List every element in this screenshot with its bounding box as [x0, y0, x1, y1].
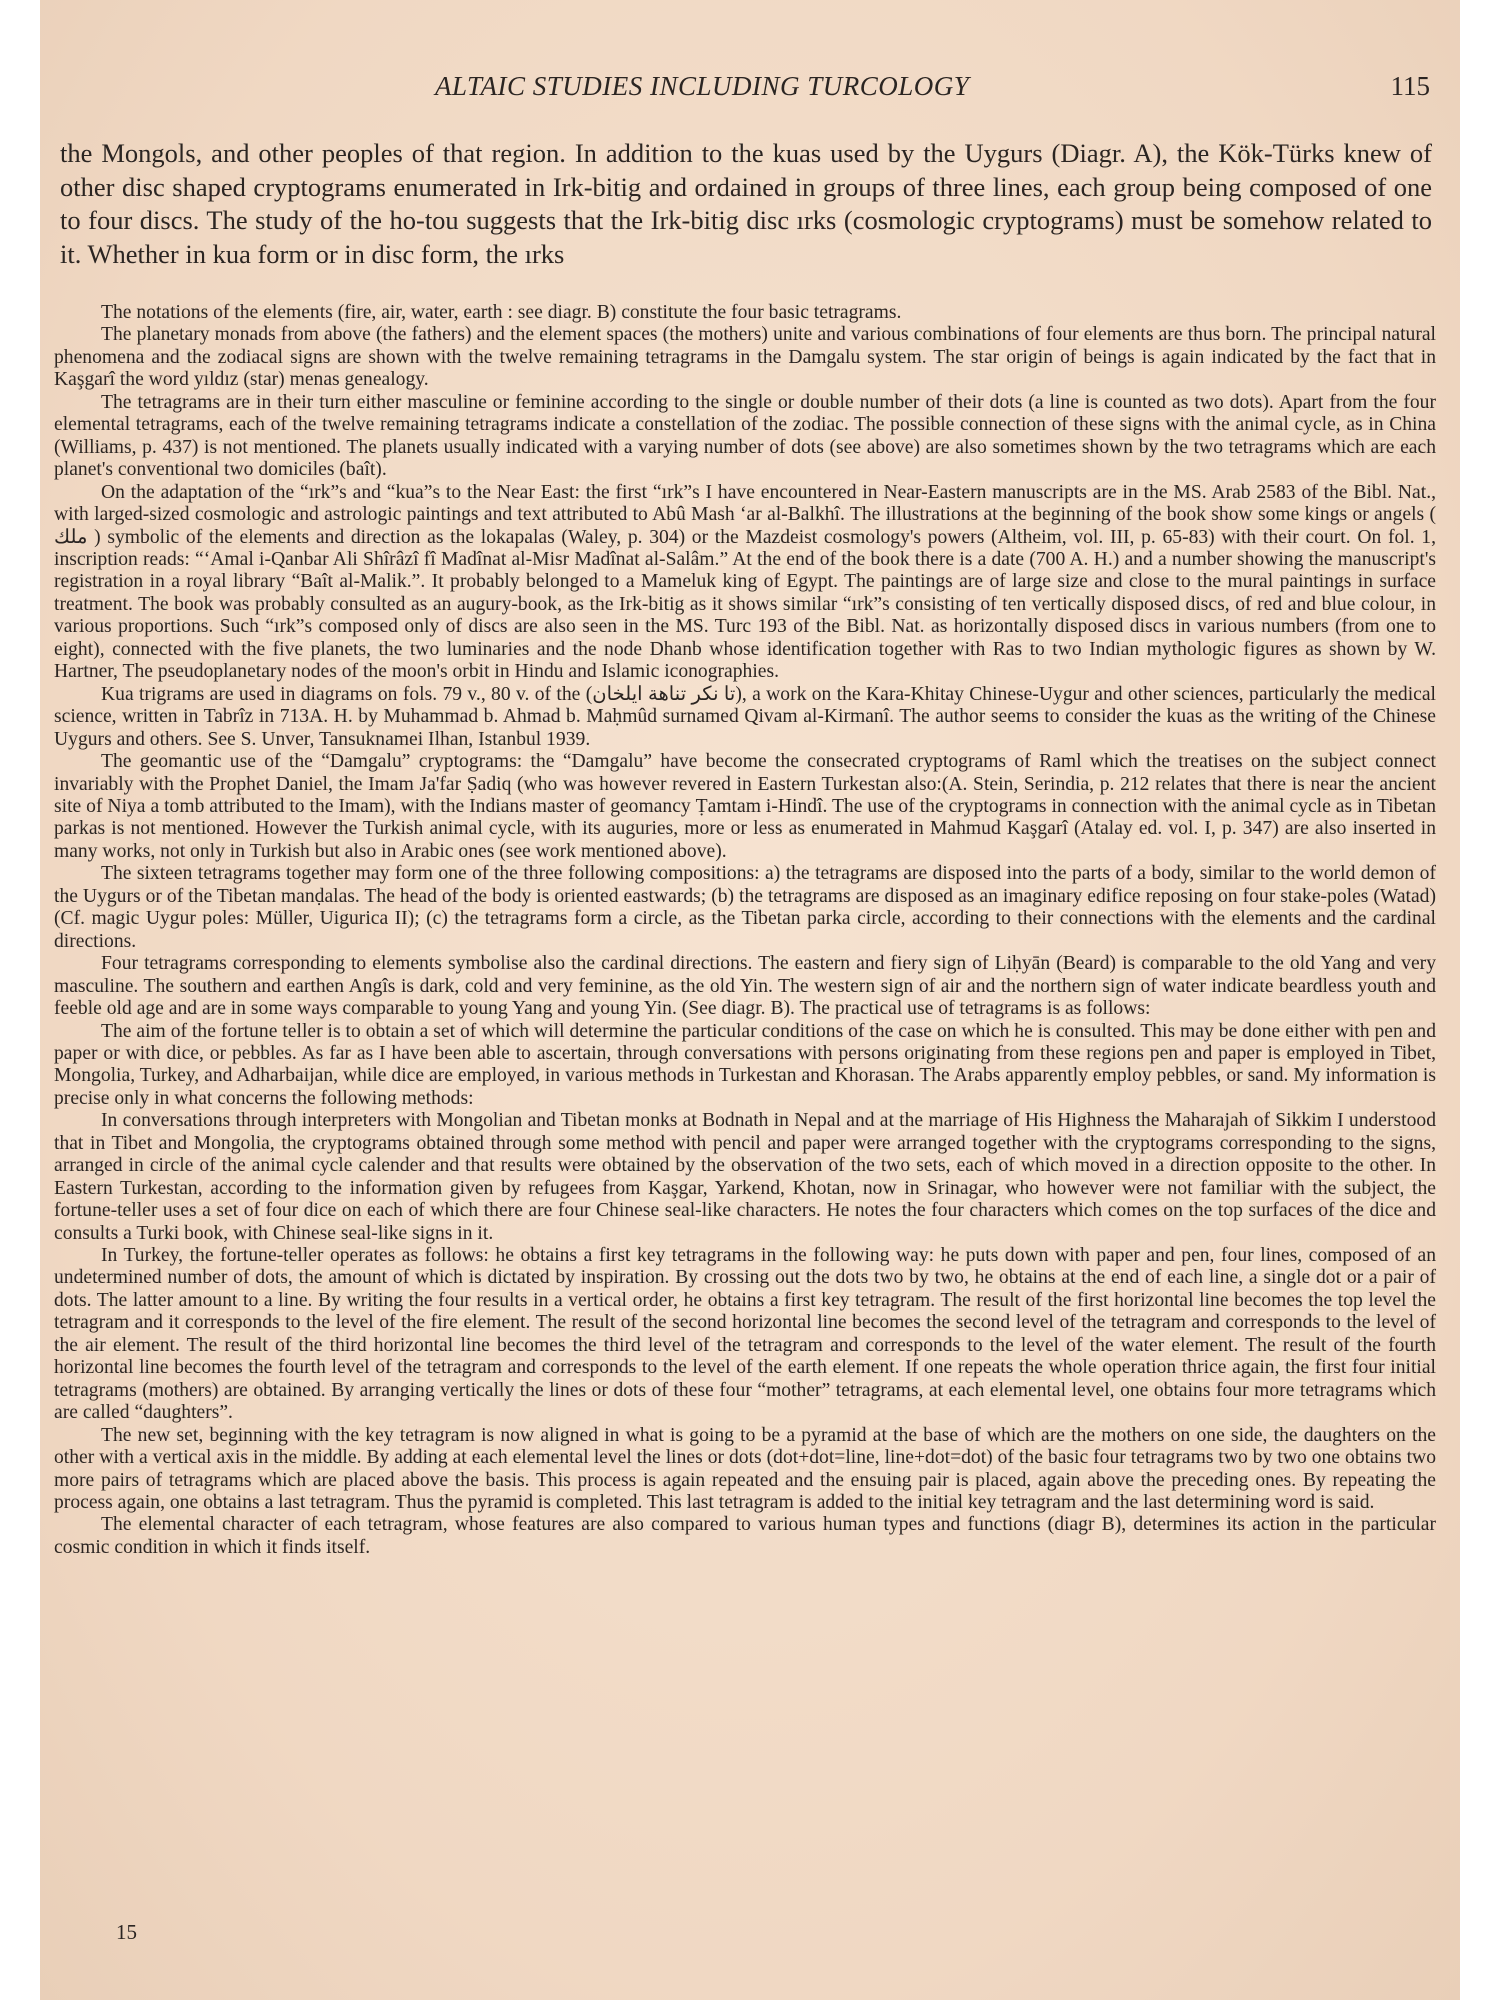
note-paragraph: The geomantic use of the “Damgalu” cryptograms: the “Damgalu” have become the consecrated cryptograms of Raml which the treatises on the subject connect invariably with the Prophet Daniel, the Imam Ja'far Ṣadiq (who was however revered in Eastern Turkestan also:(A. Stein, Serindia, p. 212 relates that there is near the ancient site of Niya a tomb attributed to the Imam), with the Indians master of geomancy Ṭamtam i-Hindî. The use of the cryptograms in connection with the animal cycle as in Tibetan parkas is not mentioned. However the Turkish animal cycle, with its auguries, more or less as enumerated in Mahmud Kaşgarî (Atalay ed. vol. I, p. 347) are also inserted in many works, not only in Turkish but also in Arabic ones (see work mentioned above). — [54, 751, 1436, 862]
note-paragraph: The tetragrams are in their turn either masculine or feminine according to the single or double number of their dots (a line is counted as two dots). Apart from the four elemental tetragrams, each of the twelve remaining tetragrams indicate a constellation of the zodiac. The possible connection of these signs with the animal cycle, as in China (Williams, p. 437) is not mentioned. The planets usually indicated with a varying number of dots (see above) are also sometimes shown by the two tetragrams which are each planet's conventional two domiciles (baît). — [54, 391, 1436, 481]
note-paragraph: Four tetragrams corresponding to elements symbolise also the cardinal directions. The eastern and fiery sign of Liḥyān (Beard) is comparable to the old Yang and very masculine. The southern and earthen Angîs is dark, cold and very feminine, as the old Yin. The western sign of air and the northern sign of water indicate beardless youth and feeble old age and are in some ways comparable to young Yang and young Yin. (See diagr. B). The practical use of tetragrams is as follows: — [54, 953, 1436, 1020]
note-paragraph: The new set, beginning with the key tetragram is now aligned in what is going to be a pyramid at the base of which are the mothers on one side, the daughters on the other with a vertical axis in the middle. By adding at each elemental level the lines or dots (dot+dot=line, line+dot=dot) of the basic four tetragrams two by two one obtains two more pairs of tetragrams which are placed above the basis. This process is again repeated and the ensuing pair is placed, again above the preceding ones. By repeating the process again, one obtains a last tetragram. Thus the pyramid is completed. This last tetragram is added to the initial key tetragram and the last determining word is said. — [54, 1424, 1436, 1514]
note-paragraph: Kua trigrams are used in diagrams on fols. 79 v., 80 v. of the (تا نكر تناهة ايلخان), a work on the Kara-Khitay Chinese-Uygur and other sciences, particularly the medical science, written in Tabrîz in 713A. H. by Muhammad b. Ahmad b. Maḥmûd surnamed Qivam al-Kirmanî. The author seems to consider the kuas as the writing of the Chinese Uygurs and others. See S. Unver, Tansuknamei Ilhan, Istanbul 1939. — [54, 683, 1436, 750]
book-page — [40, 0, 1460, 2000]
note-paragraph: In Turkey, the fortune-teller operates as follows: he obtains a first key tetragrams in the following way: he puts down with paper and pen, four lines, composed of an undetermined number of dots, the amount of which is dictated by inspiration. By crossing out the dots two by two, he obtains at the end of each line, a single dot or a pair of dots. The latter amount to a line. By writing the four results in a vertical order, he obtains a first key tetragram. The result of the first horizontal line becomes the top level the tetragram and it corresponds to the level of the fire element. The result of the second horizontal line becomes the second level of the tetragram and corresponds to the level of the air element. The result of the third horizontal line becomes the third level of the tetragram and corresponds to the level of the water element. The result of the fourth horizontal line becomes the fourth level of the tetragram and corresponds to the level of the earth element. If one repeats the whole operation thrice again, the first four initial tetragrams (mothers) are obtained. By arranging vertically the lines or dots of these four “mother” tetragrams, at each elemental level, one obtains four more tetragrams which are called “daughters”. — [54, 1245, 1436, 1424]
note-paragraph: On the adaptation of the “ırk”s and “kua”s to the Near East: the first “ırk”s I have encountered in Near-Eastern manuscripts are in the MS. Arab 2583 of the Bibl. Nat., with larged-sized cosmologic and astrologic paintings and text attributed to Abû Mash ‘ar al-Balkhî. The illustrations at the beginning of the book show some kings or angels ( ملك ) symbolic of the elements and direction as the lokapalas (Waley, p. 304) or the Mazdeist cosmology's powers (Altheim, vol. III, p. 65-83) with their court. On fol. 1, inscription reads: “‘Amal i-Qanbar Ali Shîrâzî fî Madînat al-Misr Madînat al-Salâm.” At the end of the book there is a date (700 A. H.) and a number showing the manuscript's registration in a royal library “Baît al-Malik.”. It probably belonged to a Mameluk king of Egypt. The paintings are of large size and close to the mural paintings in surface treatment. The book was probably consulted as an augury-book, as the Irk-bitig as it shows similar “ırk”s consisting of ten vertically disposed discs, of red and blue colour, in various proportions. Such “ırk”s composed only of discs are also seen in the MS. Turc 193 of the Bibl. Nat. as horizontally disposed discs in various numbers (from one to eight), connected with the five planets, the two luminaries and the node Dhanb whose identification together with Ras to two Indian mythologic figures as shown by W. Hartner, The pseudoplanetary nodes of the moon's orbit in Hindu and Islamic iconographies. — [54, 481, 1436, 683]
running-title: ALTAIC STUDIES INCLUDING TURCOLOGY — [435, 71, 970, 101]
note-paragraph: The sixteen tetragrams together may form one of the three following compositions: a) the tetragrams are disposed into the parts of a body, similar to the world demon of the Uygurs or of the Tibetan manḍalas. The head of the body is oriented eastwards; (b) the tetragrams are disposed as an imaginary edifice reposing on four stake-poles (Watad) (Cf. magic Uygur poles: Müller, Uigurica II); (c) the tetragrams form a circle, as the Tibetan parka circle, according to their connections with the elements and the cardinal directions. — [54, 863, 1436, 952]
page-number: 115 — [1390, 71, 1430, 101]
note-paragraph: The elemental character of each tetragram, whose features are also compared to various human types and functions (diagr B), determines its action in the particular cosmic condition in which it finds itself. — [54, 1514, 1436, 1558]
note-paragraph: The aim of the fortune teller is to obtain a set of which will determine the particular conditions of the case on which he is consulted. This may be done either with pen and paper or with dice, or pebbles. As far as I have been able to ascertain, through conversations with persons originating from these regions pen and paper is employed in Tibet, Mongolia, Turkey, and Adharbaijan, while dice are employed, in various methods in Turkestan and Khorasan. The Arabs apparently employ pebbles, or sand. My information is precise only in what concerns the following methods: — [54, 1020, 1436, 1109]
lead-paragraph: the Mongols, and other peoples of that region. In addition to the kuas used by the Uygurs (Diagr. A), the Kök-Türks knew of other disc shaped cryptograms enumerated in Irk-bitig and ordained in groups of three lines, each group being composed of one to four discs. The study of the ho-tou suggests that the Irk-bitig disc ırks (cosmologic cryptograms) must be somehow related to it. Whether in kua form or in disc form, the ırks — [60, 138, 1432, 269]
note-paragraph: In conversations through interpreters with Mongolian and Tibetan monks at Bodnath in Nepal and at the marriage of His Highness the Maharajah of Sikkim I understood that in Tibet and Mongolia, the cryptograms obtained through some method with pencil and paper were arranged together with the cryptograms corresponding to the signs, arranged in circle of the animal cycle calender and that results were obtained by the observation of the two sets, each of which moved in a direction opposite to the other. In Eastern Turkestan, according to the information given by refugees from Kaşgar, Yarkend, Khotan, now in Srinagar, who however were not familiar with the subject, the fortune-teller uses a set of four dice on each of which there are four Chinese seal-like characters. He notes the four characters which comes on the top surfaces of the dice and consults a Turki book, with Chinese seal-like signs in it. — [54, 1110, 1436, 1244]
notes-section — [54, 302, 1436, 1559]
signature-number: 15 — [116, 1920, 137, 1944]
note-paragraph: The planetary monads from above (the fathers) and the element spaces (the mothers) unite and various combinations of four elements are thus born. The principal natural phenomena and the zodiacal signs are shown with the twelve remaining tetragrams in the Damgalu system. The star origin of beings is again indicated by the fact that in Kaşgarî the word yıldız (star) menas genealogy. — [54, 324, 1436, 391]
note-paragraph: The notations of the elements (fire, air, water, earth : see diagr. B) constitute the four basic tetragrams. — [101, 302, 902, 323]
